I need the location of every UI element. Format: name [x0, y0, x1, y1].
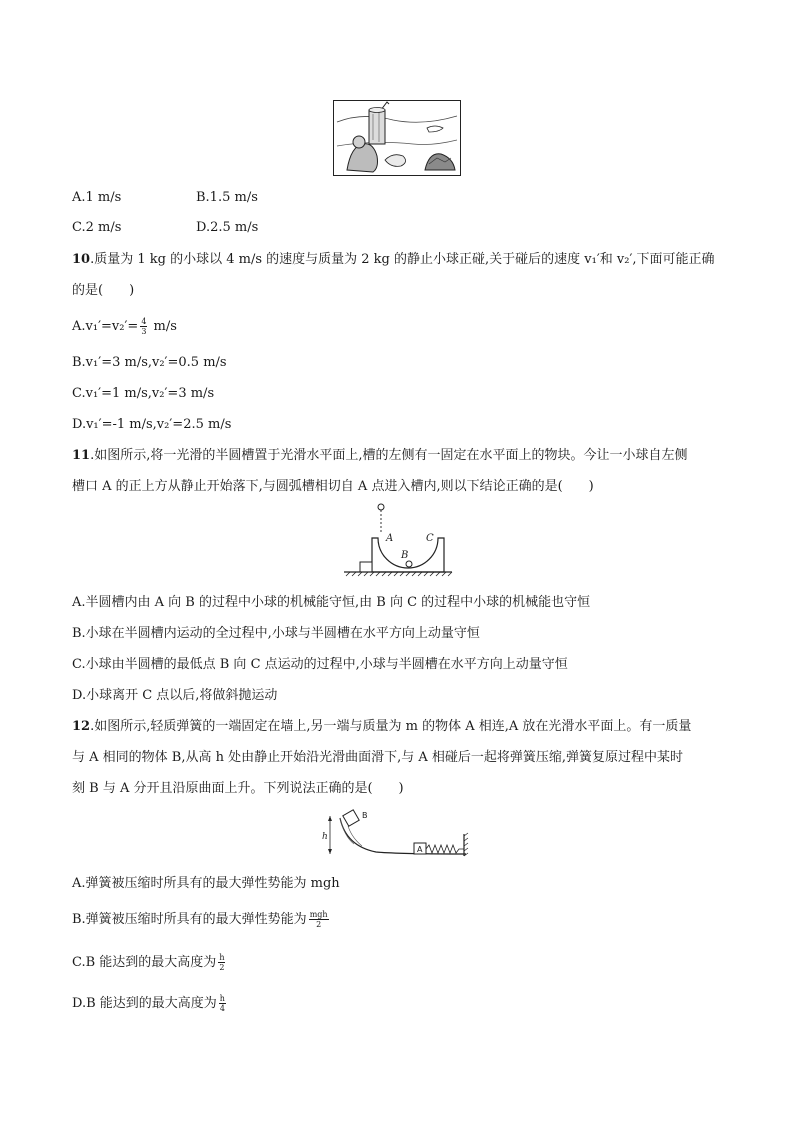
q10-option-b: B.v₁′=3 m/s,v₂′=0.5 m/s	[72, 355, 227, 370]
q12-fig-label-h: h	[322, 832, 328, 842]
q12-fig-label-b: B	[362, 811, 368, 820]
q12-option-a: A.弹簧被压缩时所具有的最大弹性势能为 mgh	[72, 876, 340, 891]
q10-option-d: D.v₁′=-1 m/s,v₂′=2.5 m/s	[72, 417, 232, 432]
q12-stem-line3: 刻 B 与 A 分开且沿原曲面上升。下列说法正确的是( )	[72, 781, 404, 796]
q10-stem-line1: 10.质量为 1 kg 的小球以 4 m/s 的速度与质量为 2 kg 的静止小球正碰,关于碰后的速度 v₁′和 v₂′,下面可能正确	[72, 252, 715, 267]
q10-option-a: A.v₁′=v₂′= $\frac{4}{3}$ m/s	[72, 317, 177, 336]
q11-fig-label-c: C	[426, 533, 434, 544]
q9-option-a: A.1 m/s	[72, 190, 122, 205]
q12-stem-line1: 12.如图所示,轻质弹簧的一端固定在墙上,另一端与质量为 m 的物体 A 相连,A 放在光滑水平面上。有一质量	[72, 719, 692, 734]
q9-option-d: D.2.5 m/s	[196, 220, 259, 235]
q11-stem-line1: 11.如图所示,将一光滑的半圆槽置于光滑水平面上,槽的左侧有一固定在水平面上的物块。今让一小球自左侧	[72, 448, 688, 463]
q12-stem-line2: 与 A 相同的物体 B,从高 h 处由静止开始沿光滑曲面滑下,与 A 相碰后一起将弹簧压缩,弹簧复原过程中某时	[72, 750, 684, 765]
q12-option-c-fraction: $\frac{h}{2}$	[219, 953, 225, 972]
q12-fig-label-a: A	[417, 845, 423, 854]
q12-option-b-fraction: $\frac{\text{mgh}}{2}$	[309, 910, 328, 929]
q11-option-c: C.小球由半圆槽的最低点 B 向 C 点运动的过程中,小球与半圆槽在水平方向上动量守恒	[72, 657, 568, 672]
q10-option-a-fraction: $\frac{4}{3}$	[141, 317, 147, 336]
q10-number: 10	[72, 252, 91, 267]
q12-option-d: D.B 能达到的最大高度为 $\frac{h}{4}$	[72, 994, 225, 1013]
stump-rabbit-illustration	[333, 100, 461, 176]
q10-option-c: C.v₁′=1 m/s,v₂′=3 m/s	[72, 386, 215, 401]
q12-option-b: B.弹簧被压缩时所具有的最大弹性势能为 $\frac{\text{mgh}}{2}$	[72, 910, 328, 929]
q11-fig-label-a: A	[386, 533, 394, 544]
q9-option-b: B.1.5 m/s	[196, 190, 258, 205]
q12-option-c: C.B 能达到的最大高度为 $\frac{h}{2}$	[72, 953, 225, 972]
q11-option-b: B.小球在半圆槽内运动的全过程中,小球与半圆槽在水平方向上动量守恒	[72, 626, 480, 641]
q12-option-d-fraction: $\frac{h}{4}$	[219, 994, 225, 1013]
q10-stem-line2: 的是( )	[72, 283, 135, 298]
q9-option-c: C.2 m/s	[72, 220, 122, 235]
semicircle-trough-diagram	[340, 500, 456, 584]
q12-number: 12	[72, 719, 91, 734]
q11-option-d: D.小球离开 C 点以后,将做斜抛运动	[72, 688, 278, 703]
q11-fig-label-b: B	[401, 550, 409, 561]
q11-stem-line2: 槽口 A 的正上方从静止开始落下,与圆弧槽相切自 A 点进入槽内,则以下结论正确的是( )	[72, 479, 594, 494]
q11-option-a: A.半圆槽内由 A 向 B 的过程中小球的机械能守恒,由 B 向 C 的过程中小球的机械能也守恒	[72, 595, 591, 610]
q11-semicircle-trough-figure	[340, 500, 456, 584]
q11-number: 11	[72, 448, 91, 463]
q9-cartoon-figure	[333, 100, 461, 176]
spring-curved-ramp-diagram	[318, 806, 474, 862]
q12-spring-curve-figure	[318, 806, 474, 862]
